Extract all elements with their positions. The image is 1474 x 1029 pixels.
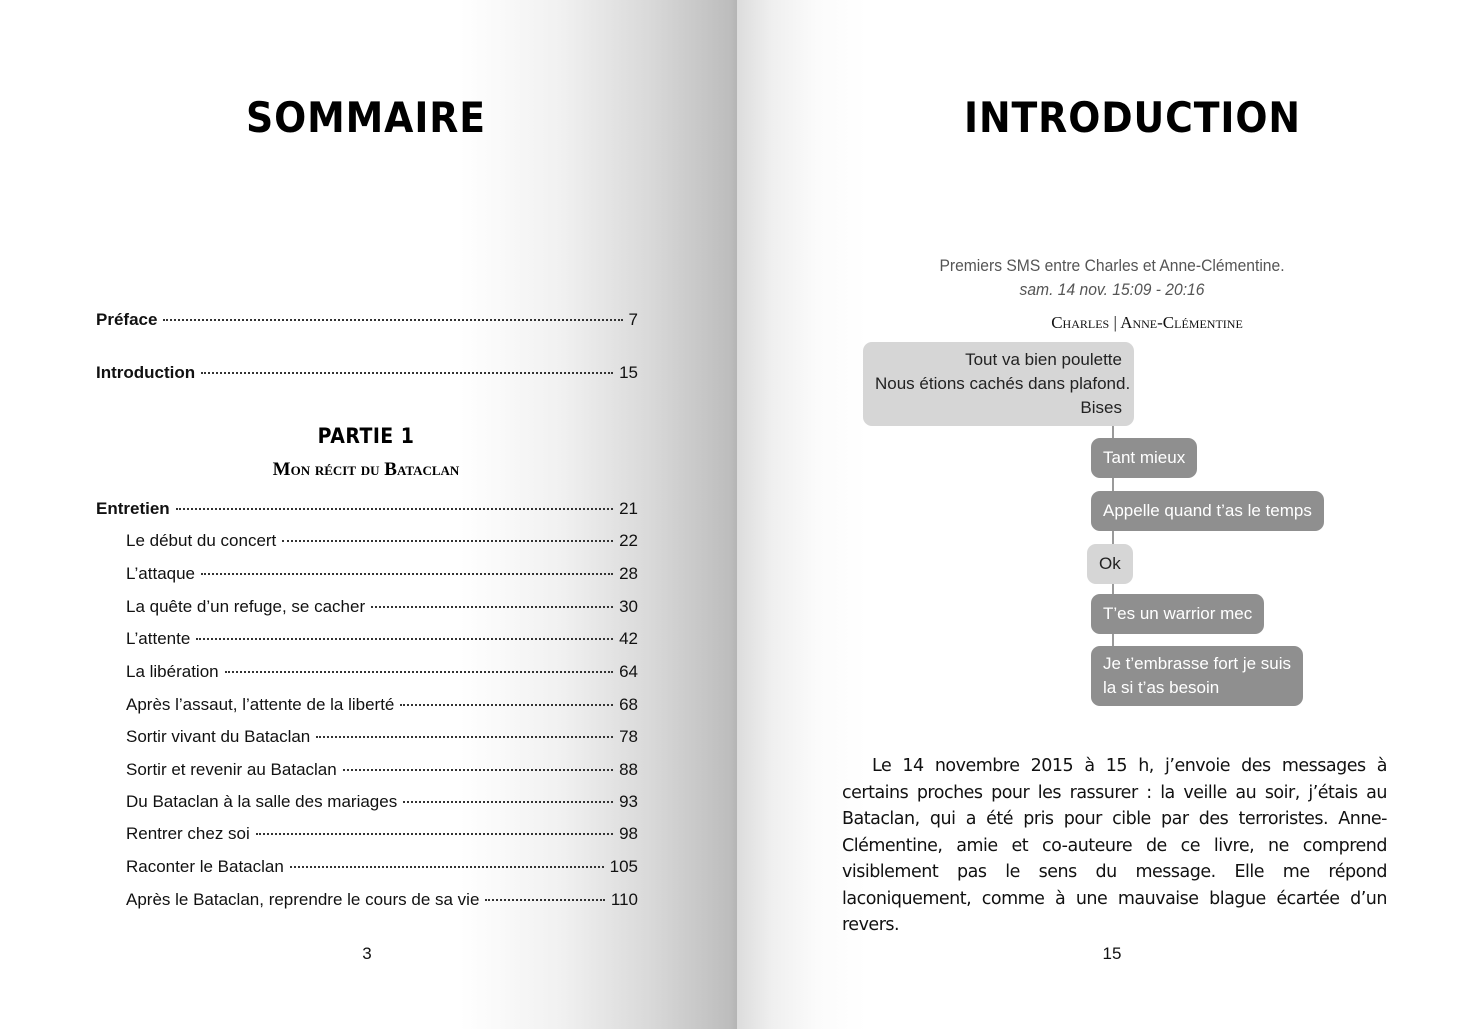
part-label: PARTIE 1 <box>317 424 415 448</box>
toc-entry-label: La quête d’un refuge, se cacher <box>126 597 366 616</box>
message-line: la si t’as besoin <box>1103 678 1220 697</box>
toc-entry[interactable] <box>126 889 638 911</box>
message-line: Appelle quand t’as le temps <box>1103 501 1312 520</box>
message-line: Tant mieux <box>1103 448 1186 467</box>
toc-entry[interactable] <box>126 823 638 845</box>
toc-entry[interactable] <box>126 563 638 585</box>
toc-entry-label: Sortir et revenir au Bataclan <box>126 760 337 779</box>
sms-participants: Charles | Anne-Clémentine <box>1051 313 1243 332</box>
toc-leader-dots <box>316 736 613 738</box>
toc-entry-page: 21 <box>619 499 638 518</box>
toc-entry-label: Le début du concert <box>126 531 277 550</box>
sms-caption: Premiers SMS entre Charles et Anne-Clémentine. <box>939 256 1285 275</box>
toc-leader-dots <box>403 801 613 803</box>
message-bubble-received <box>1087 544 1133 584</box>
toc-entry[interactable] <box>126 694 638 716</box>
toc-entry-label: Après le Bataclan, reprendre le cours de sa vie <box>126 890 480 909</box>
toc-entry-preface[interactable] <box>96 309 638 331</box>
message-line: T’es un warrior mec <box>1103 604 1253 623</box>
toc-entry[interactable] <box>126 661 638 683</box>
message-line: Tout va bien poulette <box>965 350 1122 369</box>
toc-entry[interactable] <box>126 856 638 878</box>
toc-entry-page: 110 <box>610 890 638 909</box>
toc-entry[interactable] <box>126 530 638 552</box>
toc-leader-dots <box>290 866 604 868</box>
message-bubble-sent <box>1091 646 1303 706</box>
part-subtitle: Mon récit du Bataclan <box>272 459 460 480</box>
toc-entry-page: 7 <box>628 310 638 329</box>
message-bubble-sent <box>1091 491 1324 531</box>
toc-entry[interactable] <box>126 791 638 813</box>
toc-leader-dots <box>343 769 613 771</box>
right-page <box>737 0 1474 1029</box>
toc-leader-dots <box>485 899 604 901</box>
toc-leader-dots <box>256 833 613 835</box>
toc-leader-dots <box>400 704 613 706</box>
toc-entry-entretien[interactable] <box>96 498 638 520</box>
toc-leader-dots <box>282 540 613 542</box>
toc-entry-page: 68 <box>619 695 638 714</box>
toc-entry-label: Introduction <box>96 363 196 382</box>
toc-entry-page: 93 <box>619 792 638 811</box>
page-number: 15 <box>1102 944 1122 963</box>
toc-leader-dots <box>201 573 613 575</box>
toc-leader-dots <box>371 606 613 608</box>
toc-entry-page: 98 <box>619 824 638 843</box>
toc-entry-page: 22 <box>619 531 638 550</box>
toc-entry-page: 28 <box>619 564 638 583</box>
toc-entry-label: L’attaque <box>126 564 196 583</box>
page-title-introduction: INTRODUCTION <box>964 93 1301 142</box>
toc-entry-introduction[interactable] <box>96 362 638 384</box>
toc-entry-label: L’attente <box>126 629 191 648</box>
sms-date: sam. 14 nov. 15:09 - 20:16 <box>1019 280 1205 299</box>
toc-leader-dots <box>163 319 622 321</box>
message-line: Bises <box>1080 398 1122 417</box>
toc-entry-label: Préface <box>96 310 158 329</box>
toc-entry-page: 105 <box>609 857 638 876</box>
toc-entry-label: Raconter le Bataclan <box>126 857 284 876</box>
message-bubble-sent <box>1091 438 1197 478</box>
toc-entry-page: 64 <box>619 662 638 681</box>
toc-entry[interactable] <box>126 596 638 618</box>
toc-leader-dots <box>201 372 613 374</box>
page-title-sommaire: SOMMAIRE <box>245 93 487 142</box>
toc-entry-label: Après l’assaut, l’attente de la liberté <box>126 695 395 714</box>
toc-entry-label: Entretien <box>96 499 170 518</box>
toc-leader-dots <box>176 508 613 510</box>
toc-entry-label: Rentrer chez soi <box>126 824 250 843</box>
message-bubble-received <box>863 342 1134 426</box>
page-number: 3 <box>362 944 372 963</box>
toc-entry-page: 15 <box>619 363 638 382</box>
introduction-paragraph: Le 14 novembre 2015 à 15 h, j’envoie des messages à certains proches pour les rassurer : la veille au soir, j’étais au Bataclan, qui a été pris pour cible par des terroristes. Anne-Clémentine, amie et co-auteure de ce livre, ne comprend visiblement pas le sens du message. Elle me répond laconiquement, comme à une mauvaise blague écartée d’un revers. <box>842 756 1387 935</box>
toc-entry[interactable] <box>126 759 638 781</box>
message-bubble-sent <box>1091 594 1264 634</box>
message-line: Nous étions cachés dans plafond. <box>875 374 1131 393</box>
message-line: Ok <box>1099 554 1121 573</box>
toc-entry-page: 78 <box>619 727 638 746</box>
toc-entry[interactable] <box>126 726 638 748</box>
message-line: Je t’embrasse fort je suis <box>1103 654 1292 673</box>
toc-leader-dots <box>196 638 613 640</box>
toc-leader-dots <box>225 671 613 673</box>
toc-entry-page: 30 <box>619 597 638 616</box>
toc-entry-page: 42 <box>619 629 638 648</box>
toc-entry-label: La libération <box>126 662 219 681</box>
toc-entry[interactable] <box>126 628 638 650</box>
toc-entry-page: 88 <box>619 760 638 779</box>
toc-entry-label: Du Bataclan à la salle des mariages <box>126 792 398 811</box>
toc-entry-label: Sortir vivant du Bataclan <box>126 727 311 746</box>
